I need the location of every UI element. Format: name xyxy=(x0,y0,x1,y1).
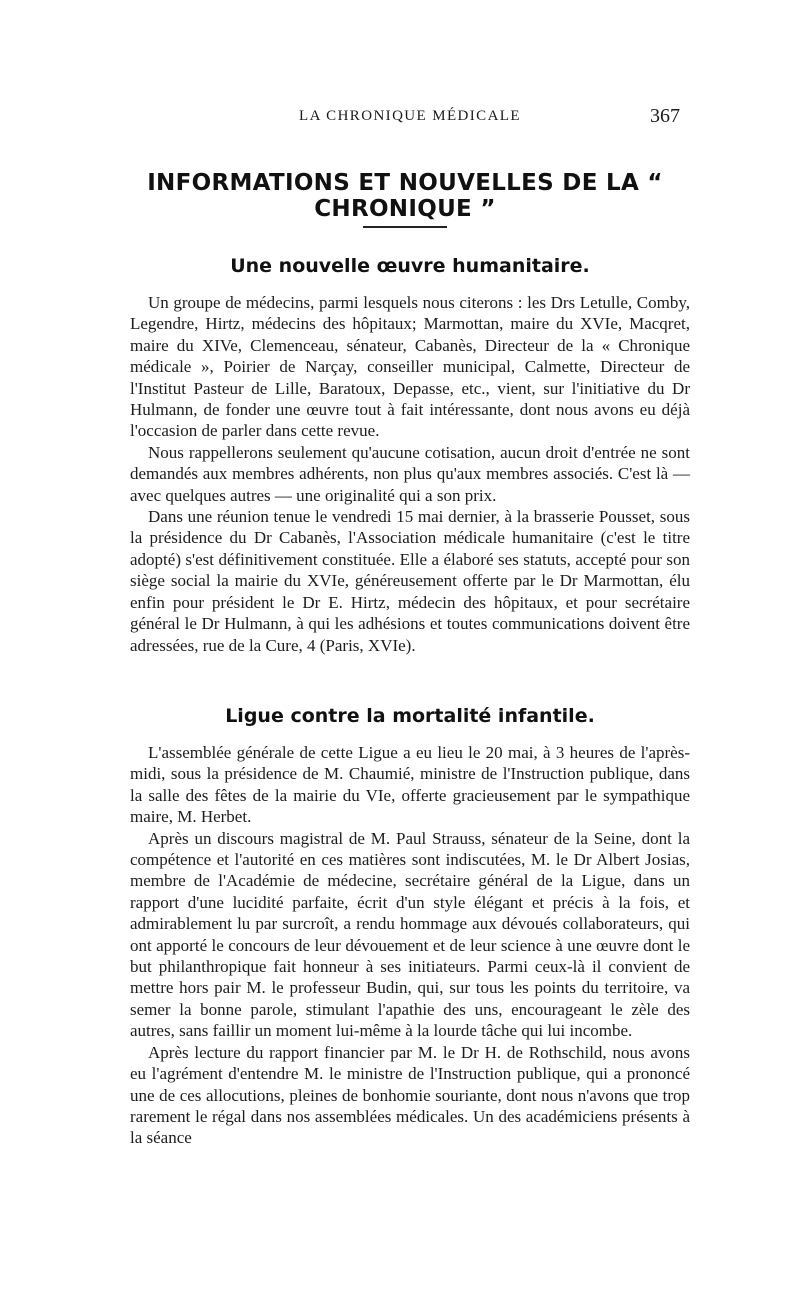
running-title: LA CHRONIQUE MÉDICALE xyxy=(299,108,521,124)
paragraph: Après un discours magistral de M. Paul Strauss, sénateur de la Seine, dont la compétence et l'autorité en ces matières sont indiscutées, M. le Dr Albert Josias, membre de l'Académie de médecine, secrétaire général de la Ligue, dans un rapport d'une lucidité parfaite, écrit d'un style élégant et précis à la fois, et admirablement lu par surcroît, a rendu hommage aux dévoués collaborateurs, qui ont apporté le concours de leur dévouement et de leur science à une œuvre dont le but philanthropique fait honneur à ses initiateurs. Parmi ceux-là il convient de mettre hors pair M. le professeur Budin, qui, sur tous les points du territoire, va semer la bonne parole, stimulant l'apathie des uns, encourageant le zèle des autres, sans faillir un moment lui-même à la lourde tâche qui lui incombe. xyxy=(130,828,690,1041)
section-body-humanitaire xyxy=(130,292,690,656)
paragraph: Nous rappellerons seulement qu'aucune cotisation, aucun droit d'entrée ne sont demandés aux membres adhérents, non plus qu'aux membres associés. C'est là — avec quelques autres — une originalité qui a son prix. xyxy=(130,442,690,505)
article-title: INFORMATIONS ET NOUVELLES DE LA “ CHRONIQUE ” xyxy=(147,170,663,222)
paragraph: Un groupe de médecins, parmi lesquels nous citerons : les Drs Letulle, Comby, Legendre, Hirtz, médecins des hôpitaux; Marmottan, maire du XVIe, Macqret, maire du XIVe, Clemenceau, sénateur, Cabanès, Directeur de la « Chronique médicale », Poirier de Narçay, conseiller municipal, Calmette, Directeur de l'Institut Pasteur de Lille, Baratoux, Depasse, etc., vient, sur l'initiative du Dr Hulmann, de fonder une œuvre tout à fait intéressante, dont nous avons eu déjà l'occasion de parler dans cette revue. xyxy=(130,293,690,441)
title-divider xyxy=(363,226,447,228)
paragraph: Après lecture du rapport financier par M. le Dr H. de Rothschild, nous avons eu l'agrément d'entendre M. le ministre de l'Instruction publique, qui a prononcé une de ces allocutions, pleines de bonhomie souriante, dont nous n'avons que trop rarement le régal dans nos assemblées médicales. Un des académiciens présents à la séance xyxy=(130,1042,690,1148)
section-body-mortalite xyxy=(130,742,690,1149)
running-head xyxy=(140,105,680,134)
paragraph: L'assemblée générale de cette Ligue a eu lieu le 20 mai, à 3 heures de l'après-midi, sous la présidence de M. Chaumié, ministre de l'Instruction publique, dans la salle des fêtes de la mairie du VIe, offerte gracieusement par le sympathique maire, M. Herbet. xyxy=(130,743,690,827)
section-heading-mortalite: Ligue contre la mortalité infantile. xyxy=(225,705,595,727)
section-heading-humanitaire: Une nouvelle œuvre humanitaire. xyxy=(230,255,590,277)
paragraph: Dans une réunion tenue le vendredi 15 mai dernier, à la brasserie Pousset, sous la présidence du Dr Cabanès, l'Association médicale humanitaire (c'est le titre adopté) s'est définitivement constituée. Elle a élaboré ses statuts, accepté pour son siège social la mairie du XVIe, généreusement offerte par le Dr Marmottan, élu enfin pour président le Dr E. Hirtz, médecin des hôpitaux, et pour secrétaire général le Dr Hulmann, à qui les adhésions et toutes communications doivent être adressées, rue de la Cure, 4 (Paris, XVIe). xyxy=(130,507,690,655)
page-number: 367 xyxy=(650,105,680,127)
